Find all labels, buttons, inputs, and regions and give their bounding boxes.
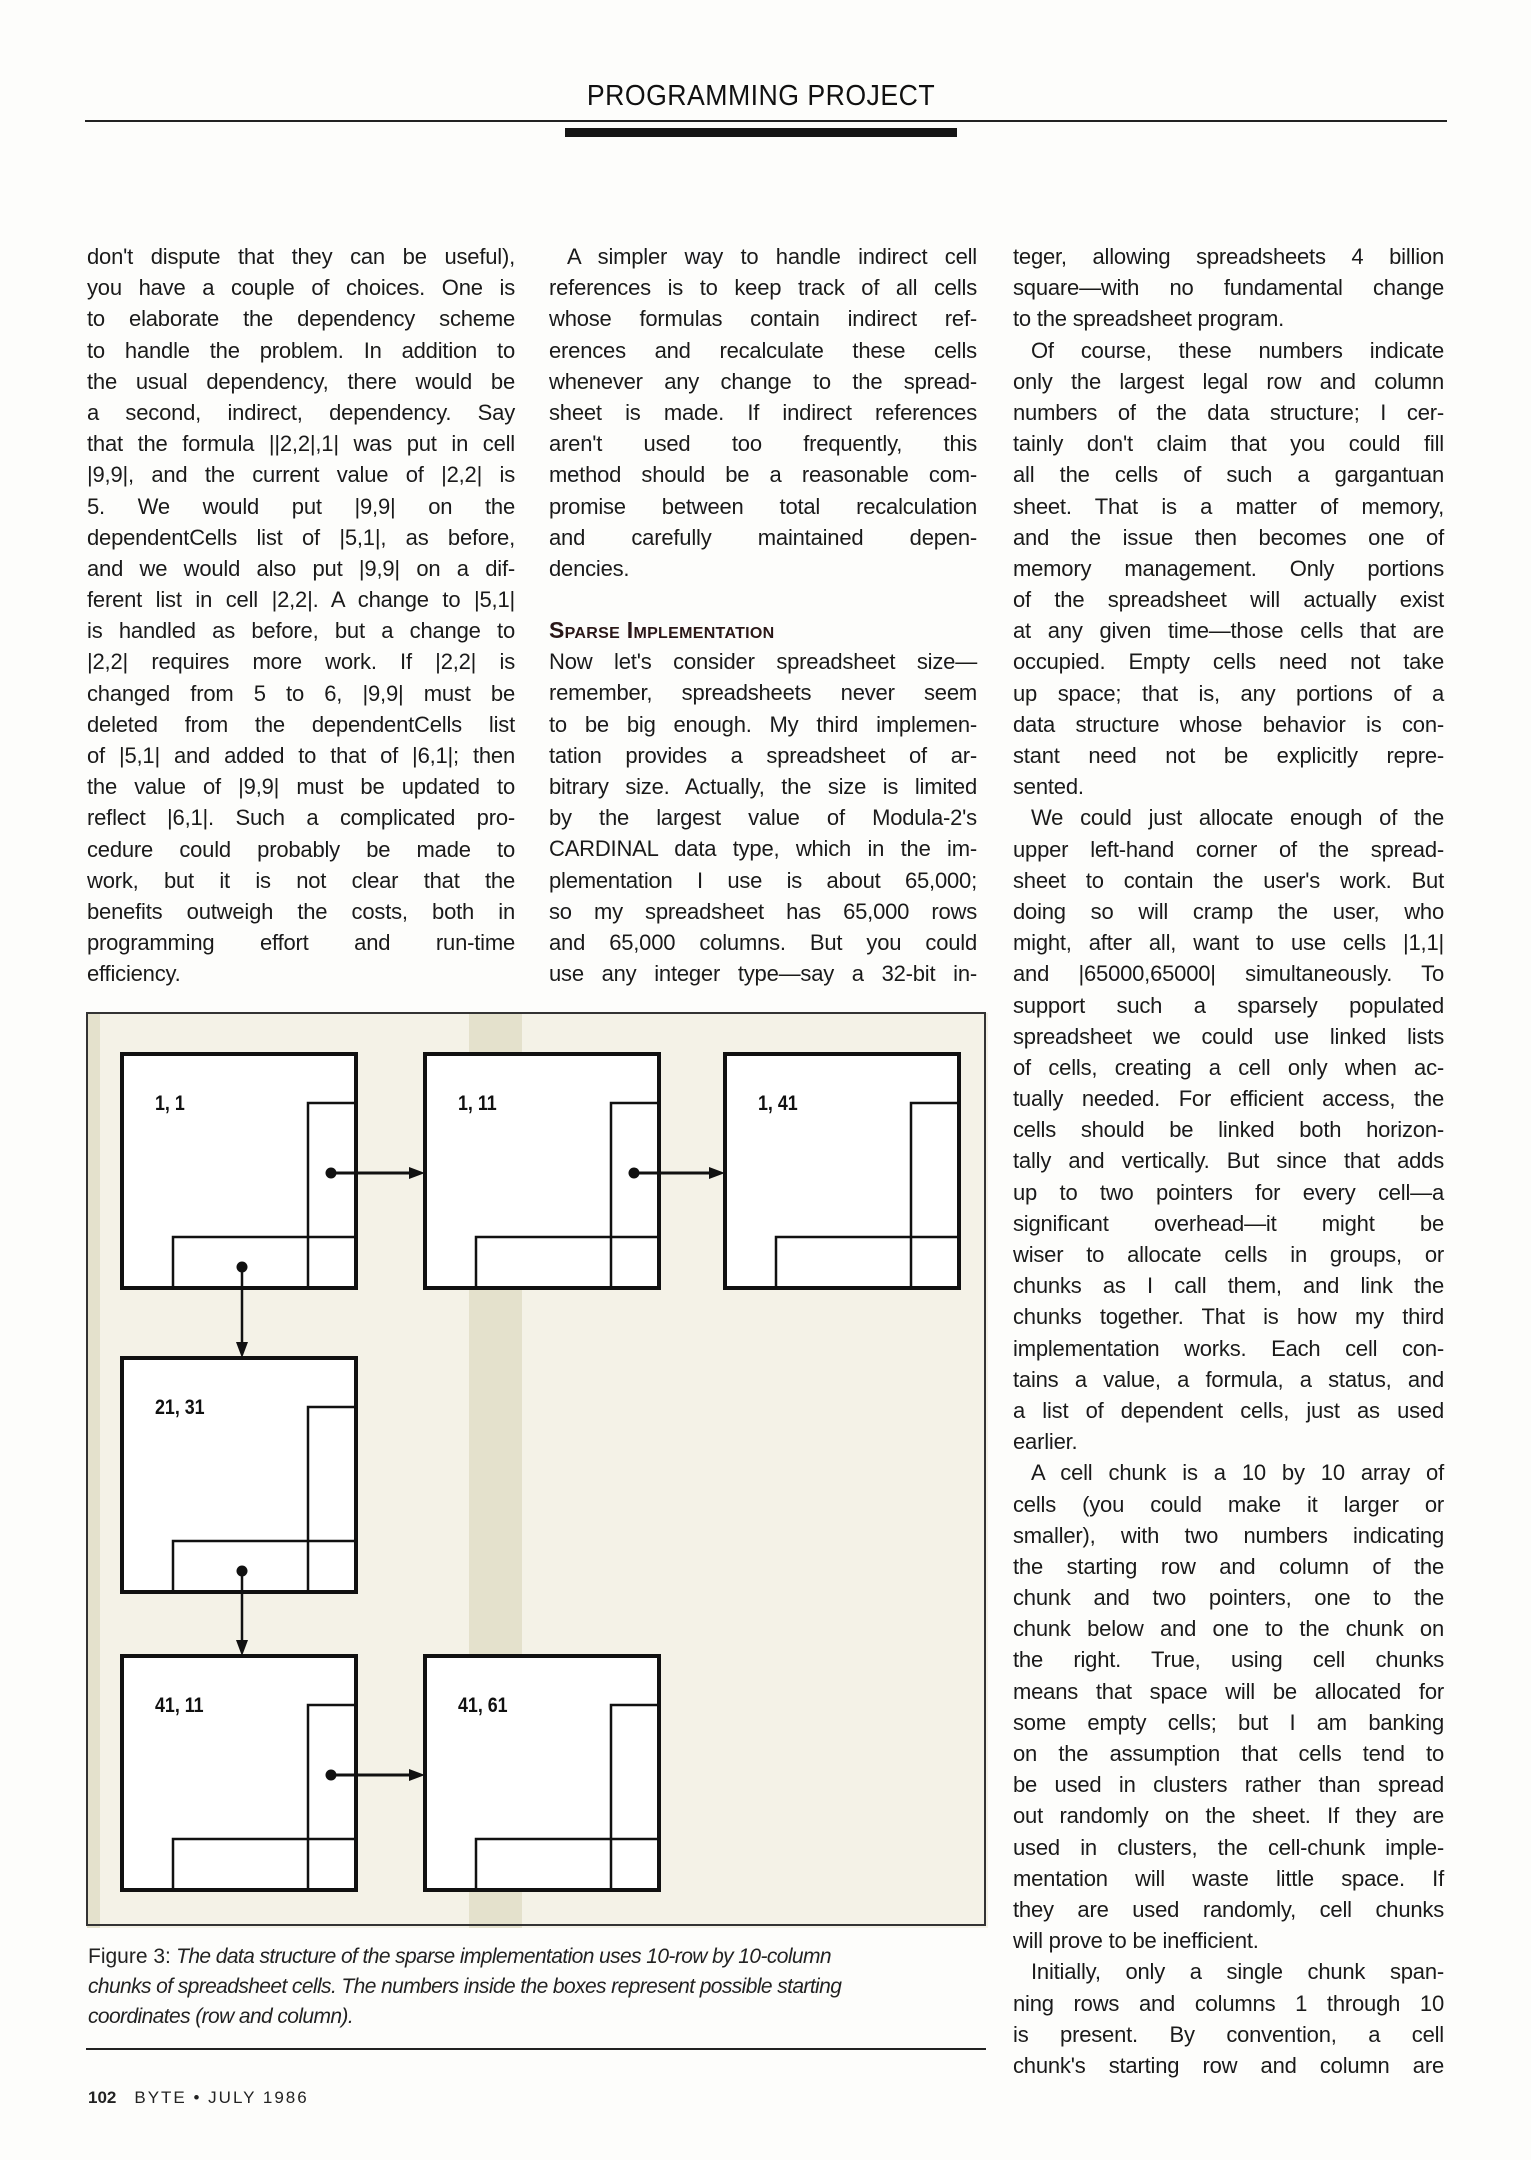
text-line: and we would also put |9,9| on a dif- bbox=[87, 555, 515, 581]
text-line: up space; that is, any portions of a bbox=[1013, 680, 1444, 706]
text-line: the usual dependency, there would be bbox=[87, 368, 515, 394]
text-line: by the largest value of Modula-2's bbox=[549, 805, 977, 831]
cell-chunk-box bbox=[122, 1656, 356, 1890]
text-line: sented. bbox=[1013, 774, 1084, 800]
text-line: don't dispute that they can be useful), bbox=[87, 244, 515, 269]
header-bar bbox=[565, 128, 957, 137]
text-line: chunk below and one to the chunk on bbox=[1013, 1616, 1444, 1642]
chunk-coordinate-label: 21, 31 bbox=[155, 1395, 205, 1420]
text-line: that the formula ||2,2|,1| was put in cell bbox=[87, 431, 515, 457]
page-footer bbox=[88, 2088, 309, 2108]
text-column-1 bbox=[87, 241, 515, 990]
text-line: to elaborate the dependency scheme bbox=[87, 306, 515, 332]
text-line: sheet to contain the user's work. But bbox=[1013, 867, 1444, 893]
text-line: data structure whose behavior is con- bbox=[1013, 711, 1444, 737]
text-line: and 65,000 columns. But you could bbox=[549, 929, 977, 955]
text-line: We could just allocate enough of the bbox=[1031, 805, 1444, 831]
text-line: might, after all, want to use cells |1,1| bbox=[1013, 930, 1444, 956]
page-number: 102 bbox=[88, 2088, 117, 2107]
figure-3-diagram bbox=[87, 1013, 988, 1928]
section-heading: Sparse Implementation bbox=[549, 617, 775, 644]
text-line: programming effort and run-time bbox=[87, 930, 515, 956]
text-line: chunk's starting row and column are bbox=[1013, 2052, 1444, 2078]
text-line: CARDINAL data type, which in the im- bbox=[549, 836, 977, 862]
text-line: chunks together. That is how my third bbox=[1013, 1304, 1444, 1330]
paragraph bbox=[1013, 335, 1444, 803]
text-line: so my spreadsheet has 65,000 rows bbox=[549, 898, 977, 924]
text-column-3 bbox=[1013, 241, 1444, 2081]
header-rule bbox=[85, 120, 1447, 122]
text-line: dependentCells list of |5,1|, as before, bbox=[87, 524, 515, 550]
figure-caption bbox=[88, 1942, 988, 2032]
text-line: only the largest legal row and column bbox=[1013, 368, 1444, 394]
text-line: square—with no fundamental change bbox=[1013, 275, 1444, 301]
text-line: method should be a reasonable com- bbox=[549, 462, 977, 488]
text-line: the value of |9,9| must be updated to bbox=[87, 774, 515, 800]
text-line: is present. By convention, a cell bbox=[1013, 2021, 1444, 2047]
cell-chunk-box bbox=[122, 1054, 356, 1288]
text-line: at any given time—those cells that are bbox=[1013, 618, 1444, 644]
text-line: Now let's consider spreadsheet size— bbox=[549, 649, 977, 675]
text-line: ning rows and columns 1 through 10 bbox=[1013, 1990, 1444, 2016]
caption-line: coordinates (row and column). bbox=[88, 2005, 354, 2028]
paragraph bbox=[1013, 1956, 1444, 2081]
text-line: used in clusters, the cell-chunk imple- bbox=[1013, 1834, 1444, 1860]
text-line: efficiency. bbox=[87, 961, 181, 987]
text-line: tainly don't claim that you could fill bbox=[1013, 431, 1444, 457]
text-line: will prove to be inefficient. bbox=[1013, 1928, 1259, 1954]
text-line: to handle the problem. In addition to bbox=[87, 337, 515, 363]
text-line: tains a value, a formula, a status, and bbox=[1013, 1366, 1444, 1392]
text-line: all the cells of such a gargantuan bbox=[1013, 462, 1444, 488]
text-line: stant need not be explicitly repre- bbox=[1013, 743, 1444, 768]
text-line: a list of dependent cells, just as used bbox=[1013, 1397, 1444, 1423]
text-line: |2,2| requires more work. If |2,2| is bbox=[87, 649, 515, 675]
text-line: implementation works. Each cell con- bbox=[1013, 1335, 1444, 1361]
text-line: Of course, these numbers indicate bbox=[1031, 337, 1444, 363]
text-line: they are used randomly, cell chunks bbox=[1013, 1896, 1444, 1922]
text-line: chunks as I call them, and link the bbox=[1013, 1273, 1444, 1299]
text-line: earlier. bbox=[1013, 1429, 1078, 1455]
text-line: |9,9|, and the current value of |2,2| is bbox=[87, 462, 515, 488]
text-line: whose formulas contain indirect ref- bbox=[549, 306, 977, 332]
text-line: chunk and two pointers, one to the bbox=[1013, 1585, 1444, 1611]
caption-lead: Figure 3: bbox=[88, 1945, 171, 1968]
text-line: of the spreadsheet will actually exist bbox=[1013, 587, 1444, 613]
text-line: sheet. That is a matter of memory, bbox=[1013, 493, 1444, 519]
text-line: bitrary size. Actually, the size is limited bbox=[549, 774, 977, 799]
paragraph bbox=[549, 241, 977, 584]
text-line: ferent list in cell |2,2|. A change to |5,1| bbox=[87, 587, 515, 613]
cell-chunk-box bbox=[425, 1054, 659, 1288]
text-line: mentation will waste little space. If bbox=[1013, 1865, 1444, 1891]
text-line: references is to keep track of all cells bbox=[549, 275, 977, 301]
cell-chunk-box bbox=[725, 1054, 959, 1288]
paragraph bbox=[1013, 241, 1444, 335]
text-line: numbers of the data structure; I cer- bbox=[1013, 399, 1444, 425]
text-line: and |65000,65000| simultaneously. To bbox=[1013, 961, 1444, 987]
text-line: deleted from the dependentCells list bbox=[87, 711, 515, 737]
cell-chunk-box bbox=[425, 1656, 659, 1890]
caption-line: chunks of spreadsheet cells. The numbers inside the boxes represent possible starting bbox=[88, 1975, 842, 1998]
text-line: be used in clusters rather than spread bbox=[1013, 1772, 1444, 1798]
text-line: tally and vertically. But since that adds bbox=[1013, 1148, 1444, 1174]
text-line: of |5,1| and added to that of |6,1|; then bbox=[87, 743, 515, 768]
text-line: dencies. bbox=[549, 555, 630, 581]
text-line: the right. True, using cell chunks bbox=[1013, 1647, 1444, 1673]
text-line: and the issue then becomes one of bbox=[1013, 524, 1444, 550]
cell-chunk-box bbox=[122, 1358, 356, 1592]
text-line: upper left-hand corner of the spread- bbox=[1013, 836, 1444, 862]
text-line: doing so will cramp the user, who bbox=[1013, 898, 1444, 924]
paragraph bbox=[549, 646, 977, 989]
footer-rule bbox=[86, 2048, 986, 2050]
text-line: of cells, creating a cell only when ac- bbox=[1013, 1054, 1444, 1080]
text-line: is handled as before, but a change to bbox=[87, 618, 515, 644]
text-line: whenever any change to the spread- bbox=[549, 368, 977, 394]
chunk-coordinate-label: 1, 1 bbox=[155, 1091, 185, 1116]
chunk-coordinate-label: 41, 61 bbox=[458, 1693, 508, 1718]
text-line: aren't used too frequently, this bbox=[549, 431, 977, 457]
figure-edge-strip bbox=[87, 1013, 100, 1928]
text-line: changed from 5 to 6, |9,9| must be bbox=[87, 680, 515, 706]
text-line: benefits outweigh the costs, both in bbox=[87, 898, 515, 924]
text-line: use any integer type—say a 32-bit in- bbox=[549, 961, 977, 987]
chunk-coordinate-label: 1, 11 bbox=[458, 1091, 497, 1116]
text-line: to the spreadsheet program. bbox=[1013, 306, 1284, 332]
paragraph bbox=[1013, 1457, 1444, 1956]
text-line: cedure could probably be made to bbox=[87, 836, 515, 862]
text-line: out randomly on the sheet. If they are bbox=[1013, 1803, 1444, 1829]
text-line: smaller), with two numbers indicating bbox=[1013, 1522, 1444, 1548]
text-line: erences and recalculate these cells bbox=[549, 337, 977, 363]
text-line: teger, allowing spreadsheets 4 billion bbox=[1013, 244, 1444, 269]
chunk-coordinate-label: 41, 11 bbox=[155, 1693, 204, 1718]
text-line: tually needed. For efficient access, the bbox=[1013, 1086, 1444, 1112]
text-line: promise between total recalculation bbox=[549, 493, 977, 519]
text-line: and carefully maintained depen- bbox=[549, 524, 977, 550]
chunk-coordinate-label: 1, 41 bbox=[758, 1091, 798, 1116]
text-line: support such a sparsely populated bbox=[1013, 992, 1444, 1018]
text-line: tation provides a spreadsheet of ar- bbox=[549, 742, 977, 768]
text-column-2 bbox=[549, 241, 977, 989]
text-line: cells should be linked both horizon- bbox=[1013, 1117, 1444, 1143]
text-line: A simpler way to handle indirect cell bbox=[567, 244, 977, 269]
paragraph bbox=[1013, 802, 1444, 1457]
caption-text: The data structure of the sparse implementation uses 10-row by 10-column bbox=[176, 1945, 831, 1968]
text-line: you have a couple of choices. One is bbox=[87, 275, 515, 301]
text-line: remember, spreadsheets never seem bbox=[549, 680, 977, 706]
text-line: work, but it is not clear that the bbox=[87, 867, 515, 893]
text-line: some empty cells; but I am banking bbox=[1013, 1709, 1444, 1735]
publication-info: BYTE • JULY 1986 bbox=[134, 2088, 309, 2107]
text-line: reflect |6,1|. Such a complicated pro- bbox=[87, 805, 515, 831]
paragraph bbox=[87, 241, 515, 990]
text-line: plementation I use is about 65,000; bbox=[549, 867, 977, 893]
text-line: to be big enough. My third implemen- bbox=[549, 711, 977, 737]
text-line: cells (you could make it larger or bbox=[1013, 1491, 1444, 1517]
text-line: means that space will be allocated for bbox=[1013, 1678, 1444, 1704]
caption-line bbox=[88, 1942, 988, 1972]
text-line: wiser to allocate cells in groups, or bbox=[1013, 1242, 1444, 1267]
text-line: 5. We would put |9,9| on the bbox=[87, 493, 515, 519]
text-line: a second, indirect, dependency. Say bbox=[87, 399, 515, 425]
text-line: A cell chunk is a 10 by 10 array of bbox=[1031, 1460, 1444, 1486]
text-line: up to two pointers for every cell—a bbox=[1013, 1179, 1444, 1205]
text-line: spreadsheet we could use linked lists bbox=[1013, 1023, 1444, 1049]
text-line: sheet is made. If indirect references bbox=[549, 399, 977, 425]
text-line: occupied. Empty cells need not take bbox=[1013, 649, 1444, 675]
text-line: Initially, only a single chunk span- bbox=[1031, 1959, 1444, 1985]
text-line: on the assumption that cells tend to bbox=[1013, 1741, 1444, 1766]
running-head: PROGRAMMING PROJECT bbox=[586, 80, 936, 112]
text-line: significant overhead—it might be bbox=[1013, 1210, 1444, 1236]
text-line: the starting row and column of the bbox=[1013, 1553, 1444, 1579]
text-line: memory management. Only portions bbox=[1013, 555, 1444, 581]
